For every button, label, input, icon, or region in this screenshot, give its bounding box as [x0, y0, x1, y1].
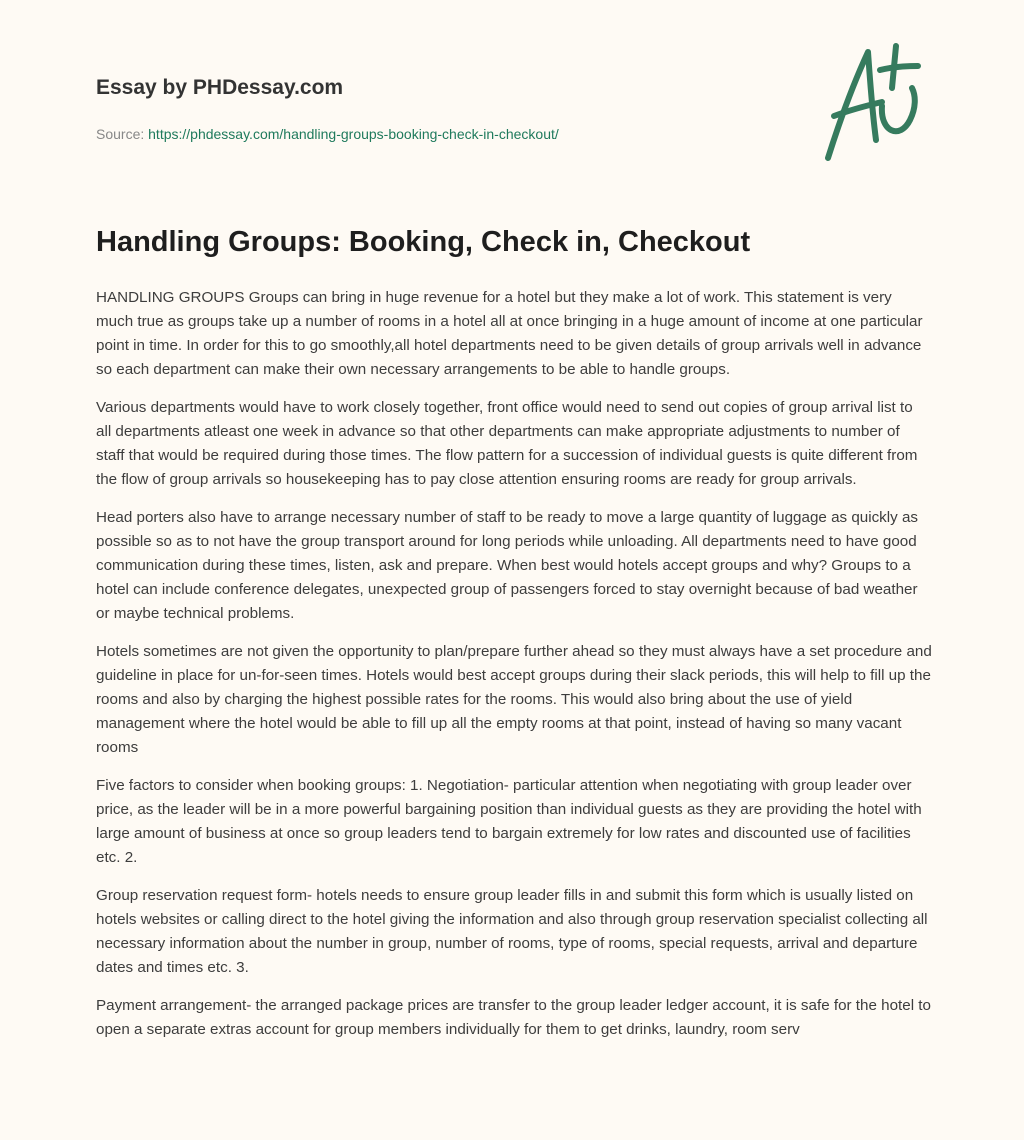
paragraph: HANDLING GROUPS Groups can bring in huge revenue for a hotel but they make a lot of work. This statement is very much true as groups take up a number of rooms in a hotel all at once bringing in a huge amount of income at one particular point in time. In order for this to go smoothly,all hotel departments need to be given details of group arrivals well in advance so each department can make their own necessary arrangements to be able to handle groups.: [96, 289, 923, 378]
paragraph: Various departments would have to work closely together, front office would need to send out copies of group arrival list to all departments atleast one week in advance so that other departments can make appropriate adjustments to number of staff that would be required during those times. The flow pattern for a succession of individual guests is quite different from the flow of group arrivals so housekeeping has to pay close attention ensuring rooms are ready for group arrivals.: [96, 399, 918, 488]
source-label: Source:: [96, 126, 149, 142]
essay-header: [96, 76, 936, 142]
brand-title: Essay by PHDessay.com: [96, 76, 344, 99]
essay-body: [96, 286, 932, 1056]
source-link[interactable]: https://phdessay.com/handling-groups-booking-check-in-checkout/: [148, 126, 559, 142]
paragraph: Five factors to consider when booking groups: 1. Negotiation- particular attention when negotiating with group leader over price, as the leader will be in a more powerful bargaining position than individual guests as they are providing the hotel with large amount of business at once so group leaders tend to bargain extremely for low rates and discounted use of facilities etc. 2.: [96, 777, 922, 866]
paragraph: Group reservation request form- hotels needs to ensure group leader fills in and submit this form which is usually listed on hotels websites or calling direct to the hotel giving the information and also through group reservation specialist collecting all necessary information about the number in group, number of rooms, type of rooms, special requests, arrival and departure dates and times etc. 3.: [96, 887, 928, 976]
paragraph: Hotels sometimes are not given the opportunity to plan/prepare further ahead so they must always have a set procedure and guideline in place for un-for-seen times. Hotels would best accept groups during their slack periods, this will help to fill up the rooms and also by charging the highest possible rates for the rooms. This would also bring about the use of yield management where the hotel would be able to fill up all the empty rooms at that point, instead of having so many vacant rooms: [96, 643, 932, 756]
essay-title: Handling Groups: Booking, Check in, Checkout: [96, 226, 751, 258]
paragraph: Head porters also have to arrange necessary number of staff to be ready to move a large quantity of luggage as quickly as possible so as to not have the group transport around for long periods while unloading. All departments need to have good communication during these times, listen, ask and prepare. When best would hotels accept groups and why? Groups to a hotel can include conference delegates, unexpected group of passengers forced to stay overnight because of bad weather or maybe technical problems.: [96, 509, 919, 622]
source-line: [96, 126, 936, 142]
a-plus-logo-icon: [820, 40, 930, 165]
paragraph: Payment arrangement- the arranged package prices are transfer to the group leader ledger account, it is safe for the hotel to open a separate extras account for group members individually for them to get drinks, laundry, room serv: [96, 997, 931, 1038]
